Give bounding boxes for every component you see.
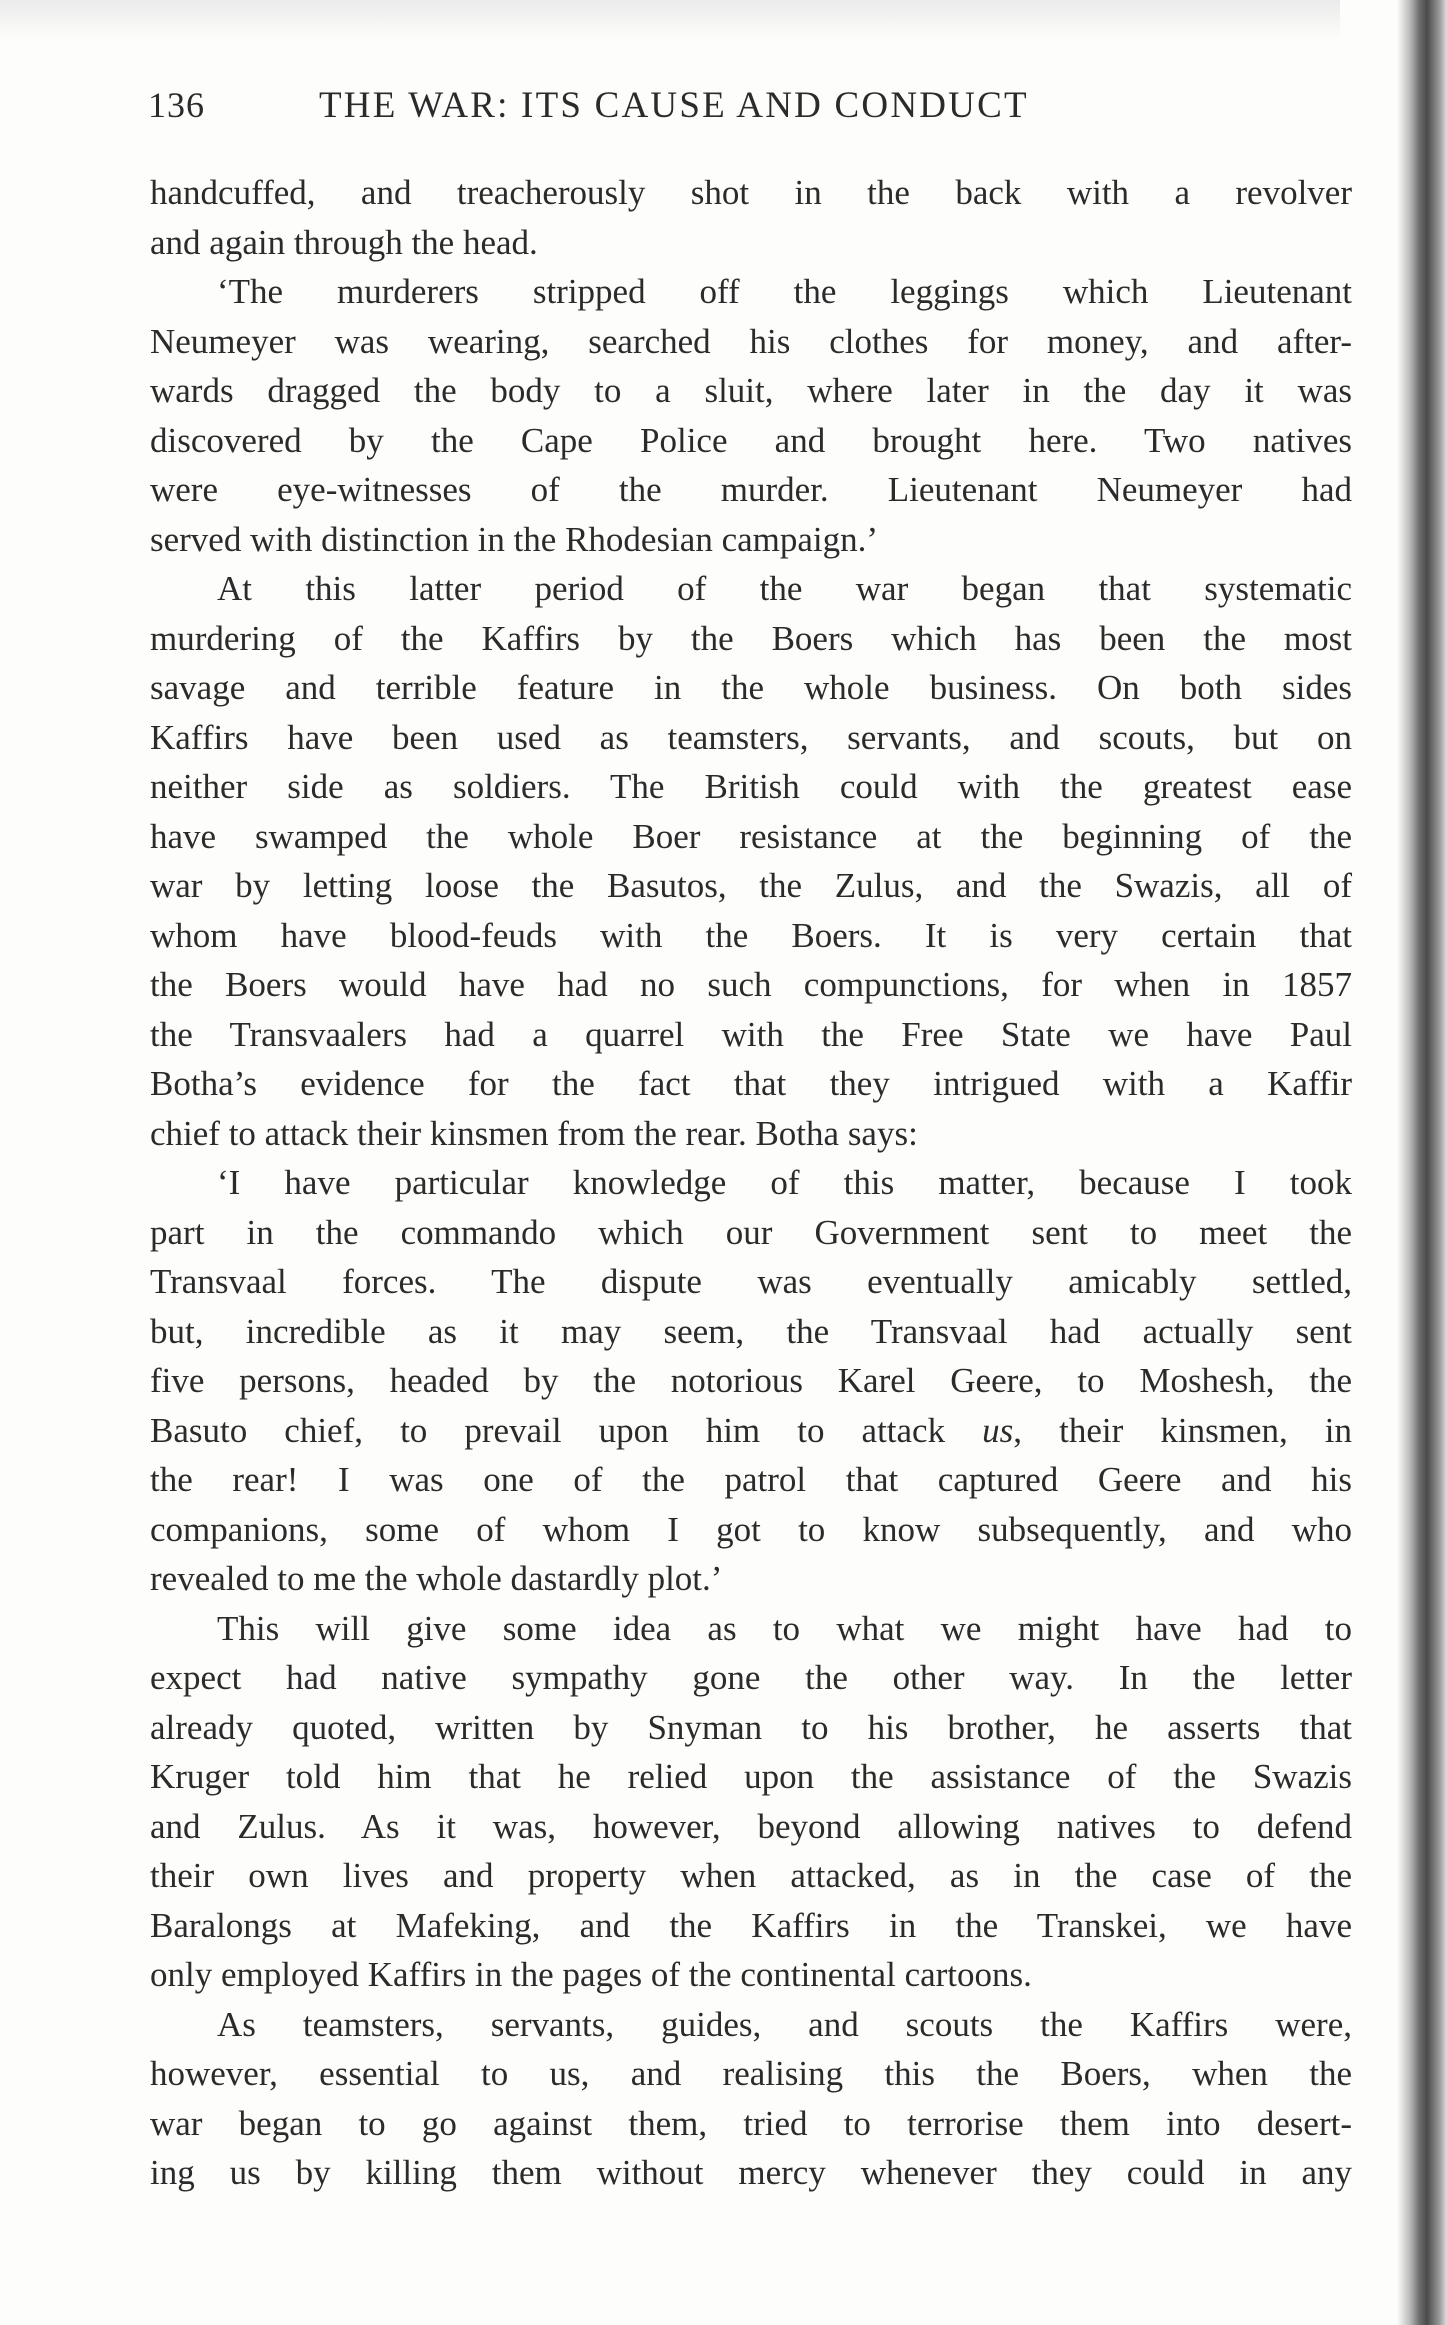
text-line: Transvaal forces. The dispute was eventually amicably settled, bbox=[150, 1262, 1352, 1301]
page-header bbox=[148, 84, 1208, 132]
text-line: Neumeyer was wearing, searched his clothes for money, and after- bbox=[150, 321, 1352, 361]
text-line: Kruger told him that he relied upon the assistance of the Swazis bbox=[150, 1757, 1352, 1796]
text-line: ‘I have particular knowledge of this matter, because I took bbox=[217, 1163, 1352, 1202]
text-line: This will give some idea as to what we might have had to bbox=[217, 1608, 1352, 1648]
text-line: only employed Kaffirs in the pages of the continental cartoons. bbox=[150, 1955, 1032, 1994]
text-line: discovered by the Cape Police and brought here. Two natives bbox=[150, 420, 1352, 460]
text-line: At this latter period of the war began that systematic bbox=[217, 569, 1352, 608]
text-line: neither side as soldiers. The British could with the greatest ease bbox=[150, 767, 1352, 806]
text-segment: Basuto chief, to prevail upon him to attack bbox=[150, 1410, 983, 1450]
text-line: already quoted, written by Snyman to his brother, he asserts that bbox=[150, 1707, 1352, 1747]
text-line bbox=[150, 1406, 1352, 1456]
text-line: murdering of the Kaffirs by the Boers which has been the most bbox=[150, 618, 1352, 658]
text-line: ‘The murderers stripped off the leggings which Lieutenant bbox=[217, 272, 1352, 311]
text-line: however, essential to us, and realising this the Boers, when the bbox=[150, 2054, 1352, 2093]
text-line: five persons, headed by the notorious Karel Geere, to Moshesh, the bbox=[150, 1361, 1352, 1400]
text-line: whom have blood-feuds with the Boers. It is very certain that bbox=[150, 915, 1352, 955]
text-line: expect had native sympathy gone the other way. In the letter bbox=[150, 1658, 1352, 1697]
text-line: Kaffirs have been used as teamsters, servants, and scouts, but on bbox=[150, 717, 1352, 757]
text-line: and Zulus. As it was, however, beyond allowing natives to defend bbox=[150, 1806, 1352, 1846]
text-line: As teamsters, servants, guides, and scouts the Kaffirs were, bbox=[217, 2004, 1352, 2044]
text-line: the Transvaalers had a quarrel with the Free State we have Paul bbox=[150, 1014, 1352, 1054]
book-edge-shadow bbox=[1397, 0, 1447, 2325]
text-line: wards dragged the body to a sluit, where later in the day it was bbox=[150, 371, 1352, 410]
text-line: companions, some of whom I got to know subsequently, and who bbox=[150, 1509, 1352, 1549]
scan-top-noise bbox=[0, 0, 1340, 40]
text-line: ing us by killing them without mercy whenever they could in any bbox=[150, 2153, 1352, 2192]
text-line: the rear! I was one of the patrol that captured Geere and his bbox=[150, 1460, 1352, 1499]
text-line: chief to attack their kinsmen from the rear. Botha says: bbox=[150, 1113, 918, 1153]
page-number: 136 bbox=[148, 85, 205, 125]
text-line: Baralongs at Mafeking, and the Kaffirs in the Transkei, we have bbox=[150, 1905, 1352, 1945]
text-line: revealed to me the whole dastardly plot.’ bbox=[150, 1559, 723, 1598]
text-line: Botha’s evidence for the fact that they intrigued with a Kaffir bbox=[150, 1064, 1352, 1103]
text-line: served with distinction in the Rhodesian campaign.’ bbox=[150, 519, 879, 559]
text-line: were eye-witnesses of the murder. Lieutenant Neumeyer had bbox=[150, 470, 1352, 509]
text-line: have swamped the whole Boer resistance at the beginning of the bbox=[150, 816, 1352, 856]
page-body-text bbox=[150, 168, 1352, 2198]
text-segment: , their kinsmen, in bbox=[1013, 1410, 1352, 1450]
running-title: THE WAR: ITS CAUSE AND CONDUCT bbox=[319, 85, 1029, 126]
text-line: the Boers would have had no such compunctions, for when in 1857 bbox=[150, 965, 1352, 1004]
text-line: war by letting loose the Basutos, the Zulus, and the Swazis, all of bbox=[150, 866, 1352, 905]
text-line: their own lives and property when attacked, as in the case of the bbox=[150, 1856, 1352, 1895]
text-line: handcuffed, and treacherously shot in the back with a revolver bbox=[150, 173, 1352, 212]
text-line: part in the commando which our Government sent to meet the bbox=[150, 1212, 1352, 1252]
text-line: and again through the head. bbox=[150, 222, 538, 262]
text-line: but, incredible as it may seem, the Transvaal had actually sent bbox=[150, 1311, 1352, 1351]
italic-text: us bbox=[982, 1410, 1014, 1450]
text-line: savage and terrible feature in the whole business. On both sides bbox=[150, 668, 1352, 707]
text-line: war began to go against them, tried to terrorise them into desert- bbox=[150, 2103, 1352, 2143]
